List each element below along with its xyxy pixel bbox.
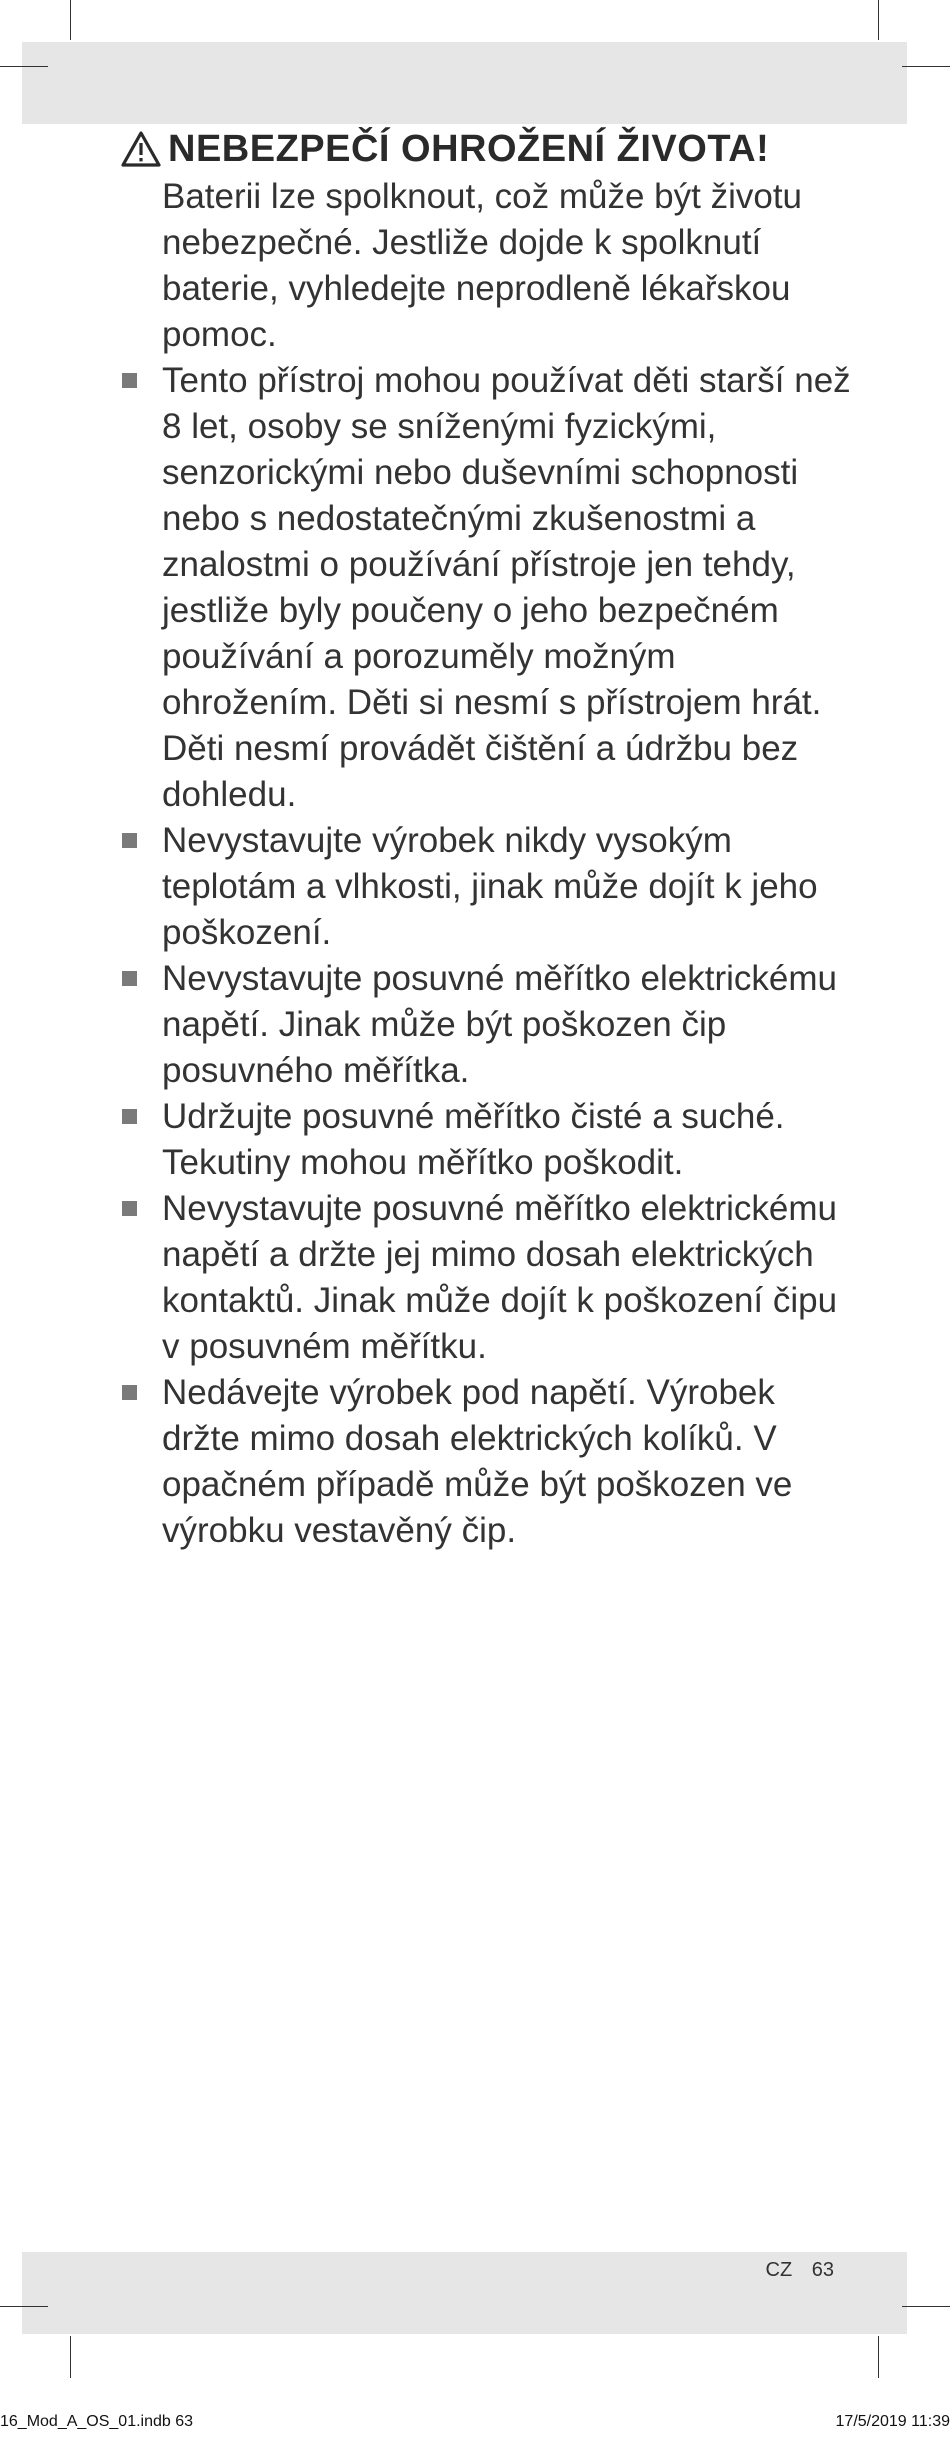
list-item — [118, 956, 858, 1094]
list-item-text: Nedávejte výrobek pod napětí. Výrobek držte mimo dosah elektrických kolíků. V opačném případě může být poškozen ve výrobku vestavěný čip. — [162, 1373, 793, 1550]
list-item — [118, 1186, 858, 1370]
list-item-text: Tento přístroj mohou používat děti starší než 8 let, osoby se sníženými fyzickými, senzorickými nebo duševními schopnosti nebo s nedostatečnými zkušenostmi a znalostmi o používání přístroje jen tehdy, jestliže byly poučeny o jeho bezpečném používání a porozuměly možným ohrožením. Děti si nesmí s přístrojem hrát. Děti nesmí provádět čištění a údržbu bez dohledu. — [162, 361, 851, 814]
crop-mark — [0, 2306, 48, 2307]
header-band — [22, 42, 907, 124]
warning-text: Baterii lze spolknout, což může být životu nebezpečné. Jestliže dojde k spolknutí baterie, vyhledejte neprodleně lékařskou pomoc. — [162, 177, 803, 354]
warning-heading — [120, 126, 858, 172]
list-item-text: Nevystavujte posuvné měřítko elektrickému napětí. Jinak může být poškozen čip posuvného měřítka. — [162, 959, 837, 1090]
bullet-square-icon — [122, 1109, 137, 1124]
list-item-text: Nevystavujte posuvné měřítko elektrickému napětí a držte jej mimo dosah elektrických kontaktů. Jinak může dojít k poškození čipu v posuvném měřítku. — [162, 1189, 838, 1366]
crop-mark — [902, 66, 950, 67]
page-number: 63 — [811, 2259, 834, 2281]
crop-mark — [902, 2306, 950, 2307]
crop-mark — [878, 0, 879, 40]
language-code: CZ — [765, 2259, 793, 2281]
list-item — [118, 818, 858, 956]
list-item — [118, 358, 858, 818]
warning-triangle-icon — [120, 130, 162, 168]
bullet-square-icon — [122, 373, 137, 388]
bullet-square-icon — [122, 833, 137, 848]
list-item — [118, 1094, 858, 1186]
crop-mark — [70, 0, 71, 40]
bullet-square-icon — [122, 971, 137, 986]
warning-heading-text: NEBEZPEČÍ OHROŽENÍ ŽIVOTA! — [168, 128, 770, 170]
slug-filename: 16_Mod_A_OS_01.indb 63 — [0, 2413, 194, 2430]
list-item-text: Nevystavujte výrobek nikdy vysokým teplotám a vlhkosti, jinak může dojít k jeho poškození. — [162, 821, 818, 952]
page-footer — [766, 2256, 834, 2284]
crop-mark — [878, 2336, 879, 2378]
crop-mark — [0, 66, 48, 67]
safety-bullet-list — [118, 358, 858, 1554]
safety-content — [118, 126, 858, 1554]
list-item-text: Udržujte posuvné měřítko čisté a suché. Tekutiny mohou měřítko poškodit. — [162, 1097, 785, 1182]
crop-mark — [70, 2336, 71, 2378]
list-item — [118, 1370, 858, 1554]
bullet-square-icon — [122, 1201, 137, 1216]
slug-date: 17/5/2019 11:39 — [835, 2413, 950, 2430]
bullet-square-icon — [122, 1385, 137, 1400]
